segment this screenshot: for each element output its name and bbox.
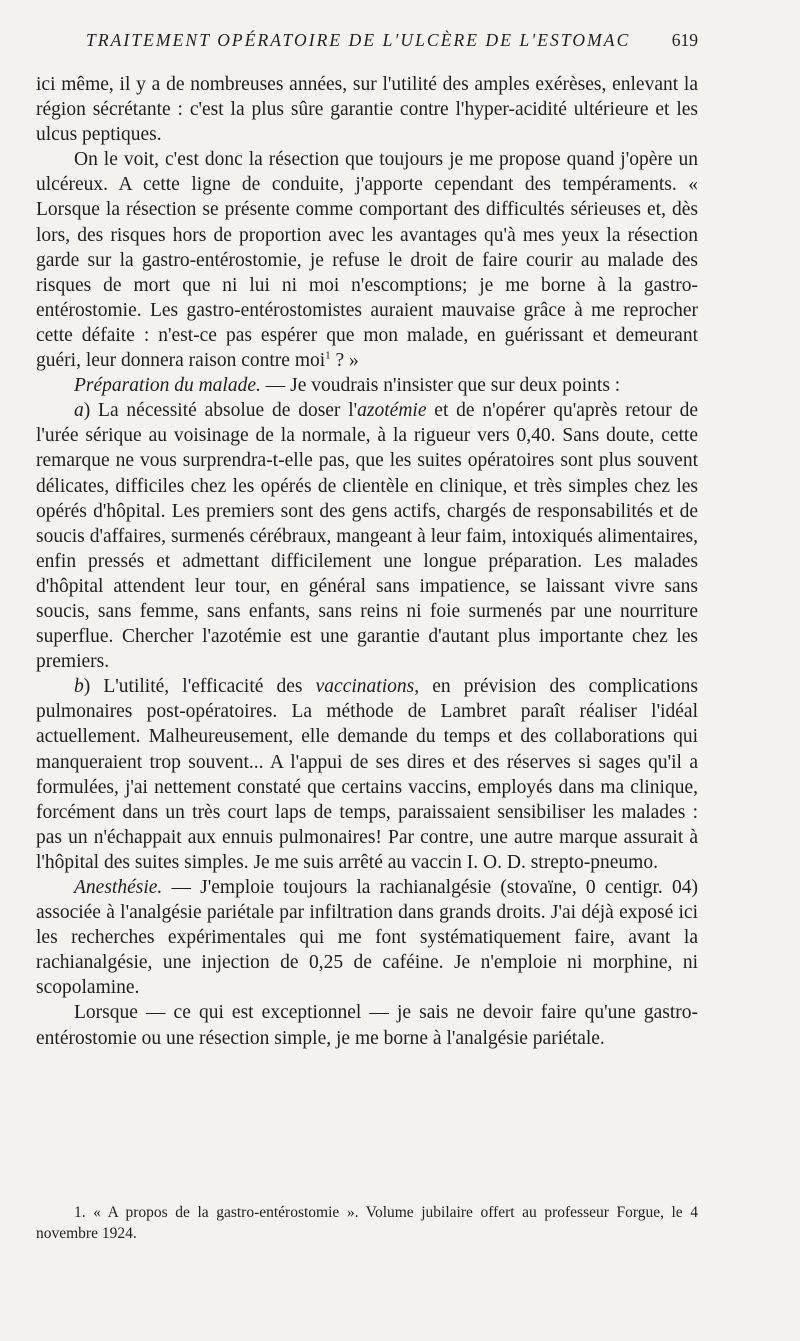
page-number: 619 [671, 30, 698, 50]
point-b-text-2: , en prévision des complications pulmonaires post-opératoires. La méthode de Lambret paraît réaliser l'idéal actuellement. Malheureusement, elle demande du temps et des collaborations qui manqueraient trop souvent... A l'appui de ses dires et des réserves si sages qu'il a formulées, j'ai nettement constaté que certains vaccins, employés dans ma clinique, forcément dans un très court laps de temps, paraissaient sensibiliser les malades : pas un n'échappait aux ennuis pulmonaires! Par contre, une autre marque assurait à l'hôpital des suites simples. Je me suis arrêté au vaccin I. O. D. strepto-pneumo. [36, 676, 698, 873]
paragraph-1-text: ici même, il y a de nombreuses années, sur l'utilité des amples exérèses, enlevant la région sécrétante : c'est la plus sûre garantie contre l'hyper-acidité ultérieure et les ulcus peptiques. [36, 74, 698, 146]
footnote-text: 1. « A propos de la gastro-entérostomie ». Volume jubilaire offert au professeur Forgue, le 4 novembre 1924. [36, 1204, 698, 1242]
paragraph-point-b [36, 674, 698, 875]
paragraph-last-text: Lorsque — ce qui est exceptionnel — je sais ne devoir faire qu'une gastro-entérostomie ou une résection simple, je me borne à l'analgésie pariétale. [36, 1002, 698, 1049]
paragraph-last [36, 1000, 698, 1050]
paragraph-anesthesie-text: — J'emploie toujours la rachianalgésie (stovaïne, 0 centigr. 04) associée à l'analgésie pariétale par infiltration dans grands droits. J'ai déjà exposé ici les recherches expérimentales qui me font systématiquement faire, avant la rachianalgésie, une injection de 0,25 de caféine. Je n'emploie ni morphine, ni scopolamine. [36, 877, 698, 999]
paragraph-2 [36, 147, 698, 373]
footnote [36, 1202, 698, 1244]
section-heading-preparation: Préparation du malade. [74, 375, 261, 397]
point-b-label: b [74, 676, 84, 698]
running-title: TRAITEMENT OPÉRATOIRE DE L'ULCÈRE DE L'ESTOMAC [86, 30, 631, 50]
footnote-reference: 1 [325, 349, 331, 362]
point-b-text-1: ) L'utilité, l'efficacité des [83, 676, 316, 698]
paragraph-anesthesie [36, 875, 698, 1000]
paragraph-2-text: On le voit, c'est donc la résection que toujours je me propose quand j'opère un ulcéreux. A cette ligne de conduite, j'apporte cependant des tempéraments. « Lorsque la résection se présente comme comportant des difficultés sérieuses et, dès lors, des risques hors de proportion avec les avantages qu'à mes yeux la résection garde sur la gastro-entérostomie, je refuse le droit de faire courir au malade des risques de mort que ni lui ni moi n'escomptions; je me borne à la gastro-entérostomie. Les gastro-entérostomistes auraient mauvaise grâce à me reprocher cette défaite : n'est-ce pas espérer que mon malade, en guérissant et demeurant guéri, leur donnera raison contre moi [36, 149, 698, 372]
point-a-text-2: et de n'opérer qu'après retour de l'urée sérique au voisinage de la normale, à la rigueur vers 0,40. Sans doute, cette remarque ne vous surprendra-t-elle pas, que les suites opératoires sont plus souvent délicates, difficiles chez les opérés de clientèle en clinique, et très simples chez les opérés d'hôpital. Les premiers sont des gens actifs, chargés de responsabilités et de soucis d'affaires, surmenés cérébraux, mangeant à leur faim, intoxiqués alimentaires, enfin pressés et admettant difficilement une longue préparation. Les malades d'hôpital attendent leur tour, en général sans impatience, se laissant vivre sans soucis, sans femme, sans enfants, sans reins ni foie surmenés par une nourriture superflue. Chercher l'azotémie est une garantie d'autant plus importante chez les premiers. [36, 400, 698, 673]
paragraph-point-a [36, 398, 698, 674]
paragraph-2-end: ? » [330, 350, 359, 372]
point-a-text-1: ) La nécessité absolue de doser l' [83, 400, 358, 422]
term-vaccinations: vaccinations [315, 676, 415, 698]
point-a-label: a [74, 400, 84, 422]
paragraph-preparation [36, 373, 698, 398]
paragraph-1 [36, 72, 698, 147]
page-header [86, 30, 698, 56]
paragraph-preparation-text: — Je voudrais n'insister que sur deux points : [260, 375, 621, 397]
section-heading-anesthesie: Anesthésie. [74, 877, 163, 898]
term-azotemie: azotémie [357, 400, 427, 422]
body-text [36, 72, 698, 1051]
